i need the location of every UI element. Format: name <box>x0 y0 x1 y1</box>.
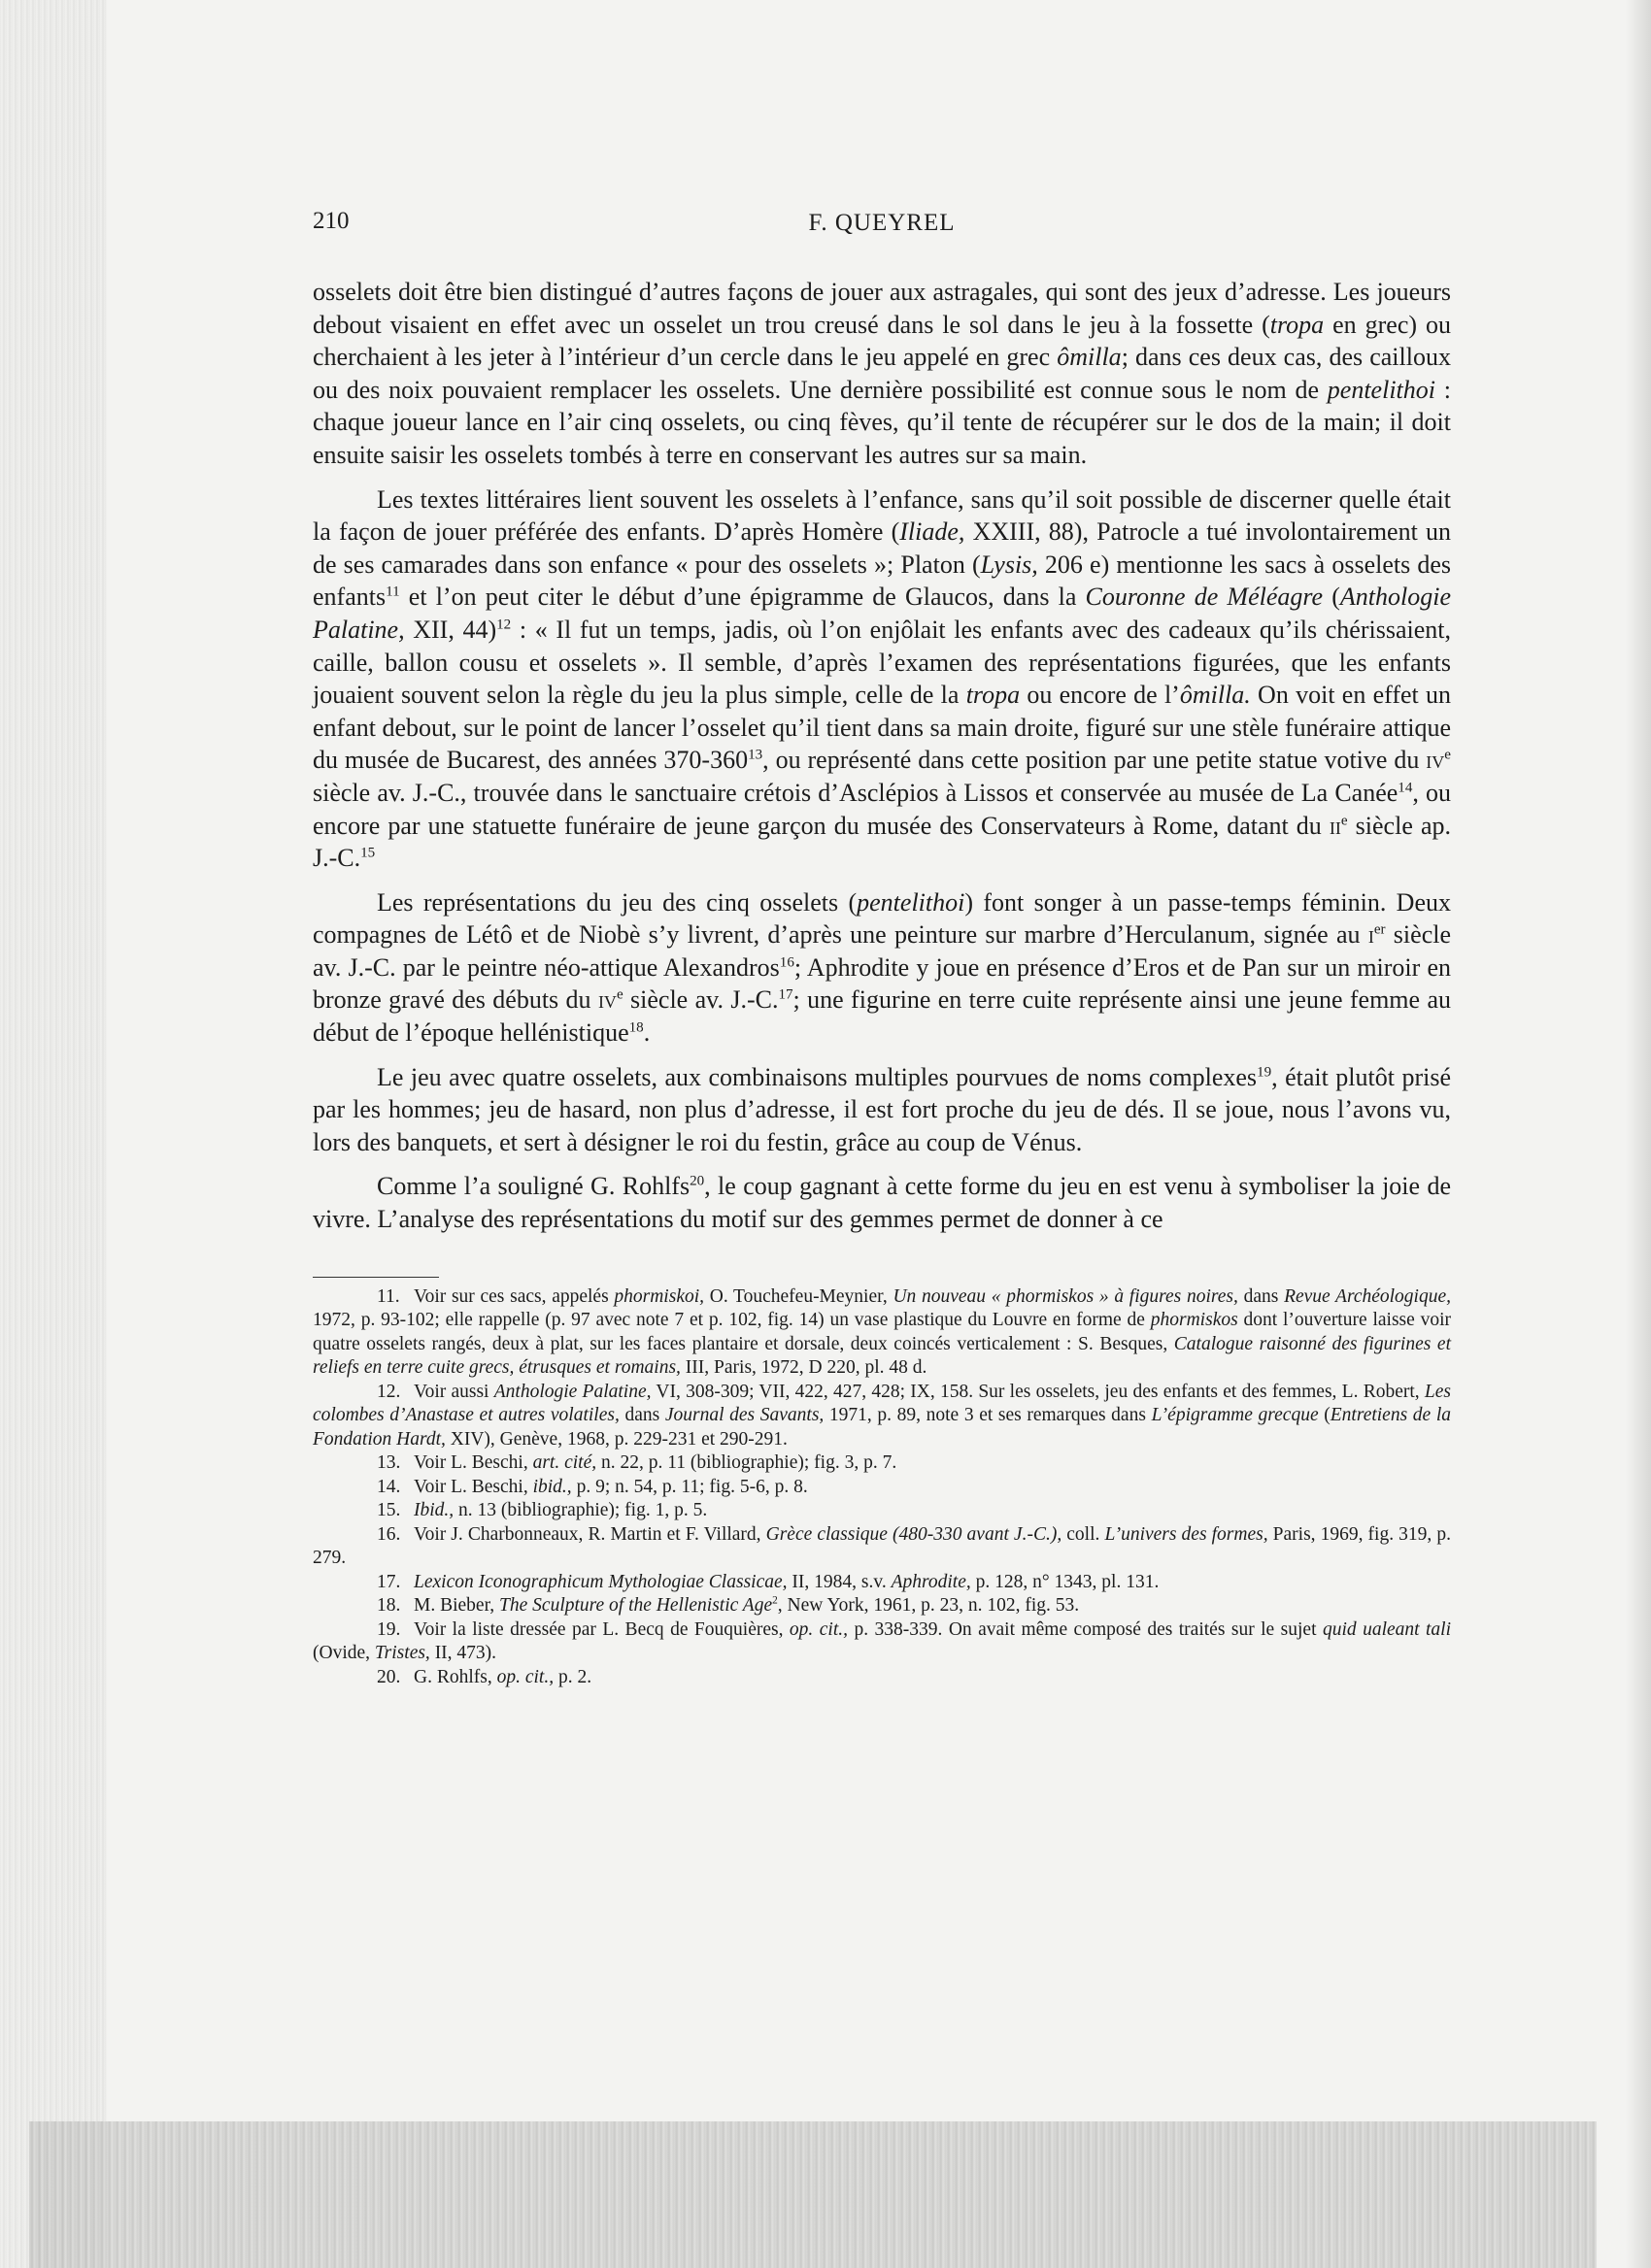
text: : chaque joueur lance en l’air cinq osselets, ou cinq fèves, qu’il tente de récupérer sur le dos de la main; il doit ensuite saisir les osselets tombés à terre en conservant les autres sur sa main. <box>313 375 1451 469</box>
text: siècle av. J.-C., trouvée dans le sanctuaire crétois d’Asclépios à Lissos et conservée au musée de La Canée <box>313 778 1398 807</box>
footnote-number: 20. <box>377 1666 401 1687</box>
text: ou encore de l’ <box>1020 681 1180 710</box>
body-text <box>313 276 1451 1236</box>
text: , le coup gagnant à cette forme du jeu en est venu à symboliser la joie de vivre. L’analyse des représentations du motif sur des gemmes permet de donner à ce <box>313 1172 1451 1234</box>
paragraph-2 <box>313 484 1451 875</box>
text: Voir la liste dressée par L. Becq de Fouquières, <box>414 1618 790 1640</box>
century-numeral: i <box>1367 920 1374 950</box>
century-numeral: ii <box>1329 811 1341 840</box>
text: Voir L. Beschi, <box>414 1452 533 1474</box>
italic-title: Entretiens de la Fondation Hardt, <box>313 1405 1451 1450</box>
footnote-12 <box>313 1381 1451 1452</box>
italic-term: phormiskos <box>1150 1310 1238 1331</box>
text: III, Paris, 1972, D 220, pl. 48 d. <box>680 1357 927 1379</box>
ordinal-suffix: e <box>616 986 623 1003</box>
text: ) font songer à un passe-temps féminin. Deux compagnes de Létô et de Niobè s’y livrent, d’après une peinture sur marbre d’Herculanum, signée au <box>313 887 1451 950</box>
paragraph-4 <box>313 1061 1451 1159</box>
text: XIV), Genève, 1968, p. 229-231 et 290-291. <box>445 1428 788 1450</box>
text: siècle av. J.-C. par le peintre néo-attique Alexandros <box>313 920 1451 982</box>
italic-title: Journal des Savants, <box>664 1405 825 1426</box>
footnote-ref-20[interactable]: 20 <box>690 1173 705 1189</box>
text: II, 1984, s.v. <box>787 1571 892 1592</box>
text: Voir L. Beschi, <box>414 1476 533 1497</box>
footnote-number: 16. <box>377 1523 401 1545</box>
footnote-ref-16[interactable]: 16 <box>779 954 794 971</box>
italic-title: Tristes, <box>374 1643 430 1664</box>
italic-term: pentelithoi <box>857 887 965 917</box>
paragraph-5 <box>313 1170 1451 1235</box>
footnote-rule <box>313 1277 439 1278</box>
text: On voit en effet un enfant debout, sur le point de lancer l’osselet qu’il tient dans sa main droite, figuré sur une stèle funéraire attique du musée de Bucarest, des années 370-360 <box>313 681 1452 775</box>
text: , était plutôt prisé par les hommes; jeu de hasard, non plus d’adresse, il est fort proche du jeu de dés. Il se joue, nous l’avons vu, lors des banquets, et sert à désigner le roi du festin, grâce au coup de Vénus. <box>313 1062 1451 1156</box>
text: dans <box>1237 1285 1285 1307</box>
text: 1971, p. 89, note 3 et ses remarques dans <box>824 1405 1152 1426</box>
footnote-18 <box>313 1594 1451 1618</box>
text: ; dans ces deux cas, des cailloux ou des noix pouvaient remplacer les osselets. Une dernière possibilité est connue sous le nom de <box>313 343 1451 404</box>
footnote-13 <box>313 1451 1451 1476</box>
footnote-ref-11[interactable]: 11 <box>386 584 400 600</box>
scan-shadow-bottom <box>29 2121 1597 2268</box>
italic-term: op. cit., <box>789 1618 848 1640</box>
italic-title: Un nouveau « phormiskos » à figures noires, <box>893 1285 1238 1307</box>
footnote-number: 14. <box>377 1476 401 1497</box>
text: p. 128, n° 1343, pl. 131. <box>970 1571 1160 1592</box>
italic-title: L’épigramme grecque <box>1151 1405 1319 1426</box>
text: siècle av. J.-C. <box>623 985 779 1015</box>
italic-title: Revue Archéologique, <box>1284 1285 1452 1307</box>
footnote-number: 12. <box>377 1381 401 1402</box>
text: coll. <box>1061 1523 1105 1545</box>
text: XII, 44) <box>404 615 497 644</box>
italic-title: Lexicon Iconographicum Mythologiae Classicae, <box>414 1571 788 1592</box>
footnote-ref-19[interactable]: 19 <box>1257 1064 1272 1080</box>
footnote-ref-15[interactable]: 15 <box>360 845 376 861</box>
italic-title: Les colombes d’Anastase et autres volatiles, <box>313 1381 1451 1426</box>
footnote-20 <box>313 1666 1451 1690</box>
footnote-number: 11. <box>377 1285 400 1307</box>
text: et l’on peut citer le début d’une épigramme de Glaucos, dans la <box>399 583 1086 612</box>
italic-term: ômilla <box>1057 343 1122 372</box>
footnote-14 <box>313 1476 1451 1500</box>
text: (Ovide, <box>313 1643 375 1664</box>
text: . <box>643 1018 651 1048</box>
italic-term: pentelithoi <box>1327 375 1435 404</box>
italic-title: Anthologie Palatine, <box>493 1381 652 1402</box>
text: n. 22, p. 11 (bibliographie); fig. 3, p. 7. <box>596 1452 897 1474</box>
footnote-ref-14[interactable]: 14 <box>1398 780 1413 796</box>
text: osselets doit être bien distingué d’autres façons de jouer aux astragales, qui sont des jeux d’adresse. Les joueurs debout visaient en effet avec un osselet un trou creusé dans le sol dans le jeu à la fossette ( <box>313 278 1451 339</box>
footnote-ref-17[interactable]: 17 <box>778 986 793 1003</box>
page-number: 210 <box>313 208 350 234</box>
italic-title: L’univers des formes, <box>1104 1523 1268 1545</box>
footnote-ref-13[interactable]: 13 <box>748 747 763 763</box>
text: p. 338-339. On avait même composé des traités sur le sujet <box>848 1618 1323 1640</box>
text: 1972, p. 93-102; elle rappelle (p. 97 avec note 7 et p. 102, fig. 14) un vase plastique du Louvre en forme de <box>313 1310 1151 1331</box>
page-header <box>313 208 1451 250</box>
text: Les représentations du jeu des cinq osselets ( <box>377 887 858 917</box>
italic-title: Catalogue raisonné des figurines et reliefs en terre cuite grecs, étrusques et romains, <box>313 1333 1452 1379</box>
footnotes <box>313 1285 1451 1690</box>
edition-superscript: 2 <box>772 1594 778 1607</box>
footnote-ref-18[interactable]: 18 <box>628 1019 644 1036</box>
text: Le jeu avec quatre osselets, aux combinaisons multiples pourvues de noms complexes <box>377 1062 1258 1091</box>
text: Paris, 1969, fig. 319, p. 279. <box>313 1523 1451 1569</box>
footnote-number: 17. <box>377 1571 401 1592</box>
text: ( <box>1323 583 1340 612</box>
italic-term: Lysis, <box>980 550 1038 579</box>
text: O. Touchefeu-Meynier, <box>704 1285 893 1307</box>
text: Voir J. Charbonneaux, R. Martin et F. Villard, <box>414 1523 766 1545</box>
footnote-number: 19. <box>377 1618 401 1640</box>
italic-term: art. cité, <box>532 1452 597 1474</box>
text: p. 2. <box>554 1666 592 1687</box>
text: ; Aphrodite y joue en présence d’Eros et de Pan sur un miroir en bronze gravé des débuts du <box>313 952 1451 1015</box>
italic-term: Anthologie Palatine, <box>313 583 1451 644</box>
text: Les textes littéraires lient souvent les osselets à l’enfance, sans qu’il soit possible de discerner quelle était la façon de jouer préférée des enfants. D’après Homère ( <box>313 484 1451 547</box>
text: M. Bieber, <box>414 1595 500 1617</box>
footnote-11 <box>313 1285 1451 1381</box>
text: II, 473). <box>429 1643 497 1664</box>
scan-shadow-left <box>0 0 107 2268</box>
footnote-ref-12[interactable]: 12 <box>496 617 512 633</box>
paragraph-1 <box>313 276 1451 472</box>
text: siècle ap. J.-C. <box>313 811 1451 873</box>
century-numeral: iv <box>597 985 617 1015</box>
text: , ou encore par une statuette funéraire de jeune garçon du musée des Conservateurs à Rome, datant du <box>313 778 1452 840</box>
footnote-17 <box>313 1571 1451 1595</box>
italic-term: tropa <box>1269 310 1325 339</box>
text: : « Il fut un temps, jadis, où l’on enjôlait les enfants avec des cadeaux qu’ils chérissaient, caille, ballon cousu et osselets ». Il semble, d’après l’examen des représentations figurées, que les enfants jouaient souvent selon la règle du jeu la plus simple, celle de la <box>313 615 1451 710</box>
italic-term: tropa <box>965 681 1021 710</box>
italic-term: Iliade, <box>899 517 965 547</box>
text: Voir aussi <box>414 1381 494 1402</box>
text: , New York, 1961, p. 23, n. 102, fig. 53. <box>777 1595 1080 1617</box>
text: en grec) ou cherchaient à les jeter à l’intérieur d’un cercle dans le jeu appelé en grec <box>313 310 1452 372</box>
text: VI, 308-309; VII, 422, 427, 428; IX, 158. Sur les osselets, jeu des enfants et des femmes, L. Robert, <box>651 1381 1425 1402</box>
paragraph-3 <box>313 886 1451 1050</box>
italic-title: Grèce classique (480-330 avant J.-C.), <box>765 1523 1062 1545</box>
text: n. 13 (bibliographie); fig. 1, p. 5. <box>454 1500 708 1521</box>
italic-term: op. cit., <box>496 1666 555 1687</box>
text: , ou représenté dans cette position par une petite statue votive du <box>762 746 1427 775</box>
footnote-16 <box>313 1523 1451 1571</box>
footnote-15 <box>313 1499 1451 1523</box>
italic-title: The Sculpture of the Hellenistic Age <box>499 1595 773 1617</box>
italic-term: Couronne de Méléagre <box>1085 583 1324 612</box>
text: Comme l’a souligné G. Rohlfs <box>377 1172 691 1201</box>
italic-term: Ibid., <box>414 1500 455 1521</box>
ordinal-suffix: e <box>1444 747 1451 763</box>
italic-term: Aphrodite, <box>891 1571 971 1592</box>
text: Voir sur ces sacs, appelés <box>414 1285 615 1307</box>
footnote-number: 13. <box>377 1452 401 1474</box>
running-head: F. QUEYREL <box>808 210 956 236</box>
footnote-number: 18. <box>377 1595 401 1617</box>
text: ( <box>1318 1405 1331 1426</box>
italic-term: ômilla. <box>1179 681 1251 710</box>
text: dont l’ouverture laisse voir quatre osselets rangés, deux à plat, sur les faces plantaire et dorsale, deux coincés verticalement : S. Besques, <box>313 1310 1452 1354</box>
text: ; une figurine en terre cuite représente ainsi une jeune femme au début de l’époque hellénistique <box>313 985 1451 1048</box>
italic-term: ibid., <box>532 1476 572 1497</box>
century-numeral: iv <box>1426 746 1445 775</box>
italic-term: quid ualeant tali <box>1322 1618 1452 1640</box>
text: G. Rohlfs, <box>414 1666 497 1687</box>
ordinal-suffix: er <box>1373 921 1386 938</box>
ordinal-suffix: e <box>1340 812 1348 828</box>
scan-shadow-right <box>1626 0 1651 2268</box>
footnote-19 <box>313 1618 1451 1666</box>
page <box>313 208 1451 1689</box>
text: dans <box>619 1405 665 1426</box>
text: XXIII, 88), Patrocle a tué involontairement un de ses camarades dans son enfance « pour des osselets »; Platon ( <box>313 517 1452 579</box>
footnote-number: 15. <box>377 1500 401 1521</box>
text: p. 9; n. 54, p. 11; fig. 5-6, p. 8. <box>571 1476 808 1497</box>
italic-term: phormiskoi, <box>614 1285 705 1307</box>
text: 206 e) mentionne les sacs à osselets des enfants <box>313 550 1451 612</box>
